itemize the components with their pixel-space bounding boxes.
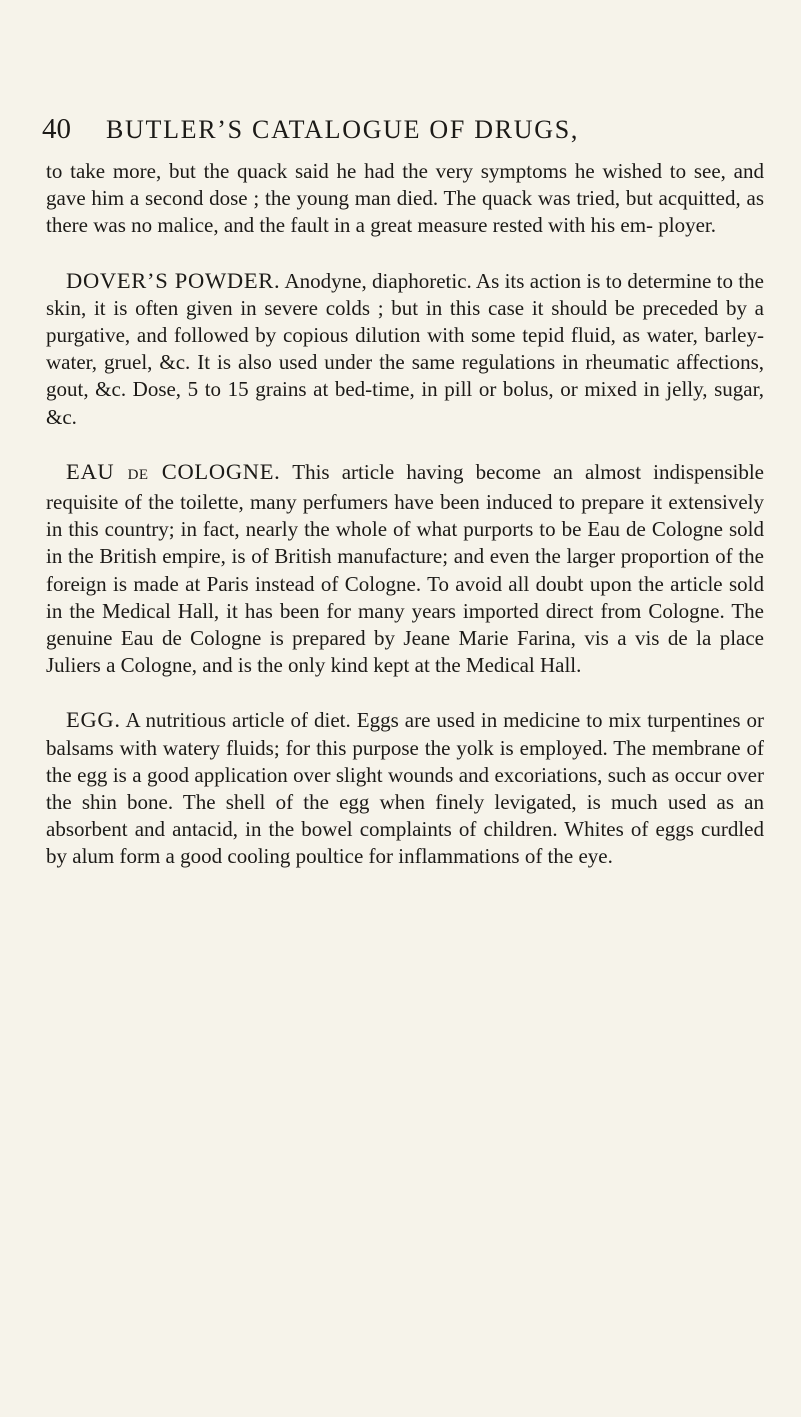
entry-text-dovers-powder: Anodyne, diaphoretic. As its action is to determine to the skin, it is often given in severe colds ; but in this case it should be preceded by a purgative, and followed by copious dilution with some tepid fluid, as water, barley-water, gruel, &c. It is also used under the same regulations in rheumatic affections, gout, &c. Dose, 5 to 15 grains at bed-time, in pill or bolus, or mixed in jelly, sugar, &c.: [46, 268, 764, 429]
headword-eau-de-cologne: [66, 459, 281, 484]
body-text: [46, 158, 764, 871]
running-title: BUTLER’S CATALOGUE OF DRUGS,: [106, 115, 580, 144]
page-number: 40: [42, 113, 71, 145]
entry-text-eau-de-cologne: This article having become an almost indispensible requisite of the toilette, many perfumers have been induced to prepare it extensively in this country; in fact, nearly the whole of what purports to be Eau de Cologne sold in the British empire, is of British manufacture; and even the larger proportion of the foreign is made at Paris instead of Cologne. To avoid all doubt upon the article sold in the Medical Hall, it has been for many years imported direct from Cologne. The genuine Eau de Cologne is prepared by Jeane Marie Farina, vis a vis de la place Juliers a Cologne, and is the only kind kept at the Medical Hall.: [46, 459, 764, 678]
headword-eau-part: EAU: [66, 458, 128, 484]
entry-dovers-powder: [46, 267, 764, 431]
entry-text-egg: A nutritious article of diet. Eggs are used in medicine to mix turpentines or balsams with watery fluids; for this purpose the yolk is employed. The membrane of the egg is a good application over slight wounds and excoriations, such as occur over the shin bone. The shell of the egg when finely levigated, is much used as an absorbent and antacid, in the bowel complaints of children. Whites of eggs curdled by alum form a good cooling poultice for inflammations of the eye.: [46, 708, 765, 869]
headword-egg: EGG.: [66, 707, 121, 733]
entry-eau-de-cologne: [46, 458, 764, 680]
running-head: [42, 112, 682, 146]
continued-paragraph: [46, 158, 764, 240]
headword-dovers-powder: DOVER’S POWDER.: [66, 267, 281, 293]
continued-paragraph-text: to take more, but the quack said he had the very symptoms he wished to see, and gave him a second dose ; the young man died. The quack was tried, but acquitted, as there was no malice, and the fault in a great measure rested with his em- ployer.: [46, 159, 764, 238]
headword-de-part: DE: [127, 466, 149, 483]
entry-egg: [46, 706, 764, 870]
headword-cologne-part: COLOGNE.: [148, 458, 281, 484]
